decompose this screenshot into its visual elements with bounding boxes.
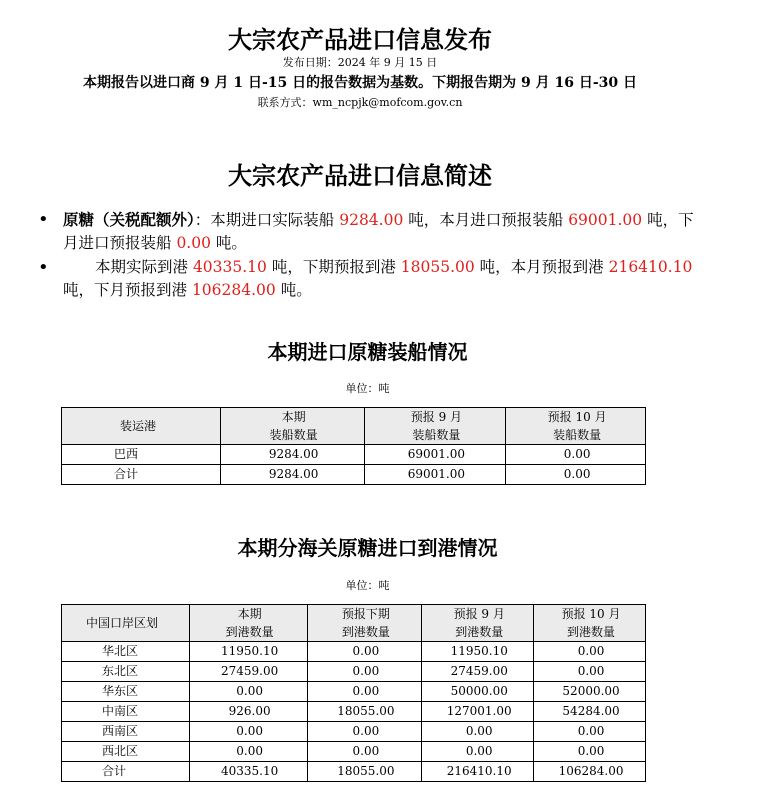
value-cell: 54284.00 xyxy=(534,702,646,722)
bullet-icon: • xyxy=(38,257,49,278)
row-label-cell: 华北区 xyxy=(62,642,190,662)
text-segment: 吨，本月预报到港 xyxy=(474,258,609,276)
arrival-table xyxy=(61,604,646,782)
table-header-row xyxy=(62,408,646,445)
value-cell: 50000.00 xyxy=(422,682,534,702)
value-cell: 0.00 xyxy=(534,722,646,742)
value-cell: 40335.10 xyxy=(189,762,307,782)
summary-item-shipment xyxy=(38,208,738,255)
value-cell: 11950.10 xyxy=(422,642,534,662)
table-row xyxy=(62,702,646,722)
row-label-cell: 东北区 xyxy=(62,662,190,682)
row-label-cell: 中南区 xyxy=(62,702,190,722)
value-next-month-forecast-arrival: 106284.00 xyxy=(191,281,276,299)
shipment-section-title: 本期进口原糖装船情况 xyxy=(267,340,468,364)
summary-list xyxy=(38,208,738,303)
column-header: 预报下期 到港数量 xyxy=(307,605,422,642)
value-cell: 69001.00 xyxy=(364,445,506,465)
page-title: 大宗农产品进口信息发布 xyxy=(228,25,492,54)
value-cell: 127001.00 xyxy=(422,702,534,722)
text-segment: 吨，下期预报到港 xyxy=(266,258,401,276)
value-cell: 0.00 xyxy=(534,742,646,762)
value-cell: 0.00 xyxy=(307,642,422,662)
row-label-cell: 合计 xyxy=(62,762,190,782)
column-header: 预报 10 月 到港数量 xyxy=(534,605,646,642)
shipment-unit-label: 单位：吨 xyxy=(345,382,390,395)
text-segment: 吨，下月进口预报装船 xyxy=(63,211,694,252)
text-segment: 吨，下月预报到港 xyxy=(63,281,192,299)
table-row xyxy=(62,722,646,742)
column-header: 本期 到港数量 xyxy=(189,605,307,642)
table-row xyxy=(62,762,646,782)
value-cell: 0.00 xyxy=(307,662,422,682)
contact-info: 联系方式：wm_ncpjk@mofcom.gov.cn xyxy=(257,96,463,109)
value-cell: 0.00 xyxy=(534,642,646,662)
value-cell: 27459.00 xyxy=(422,662,534,682)
text-segment: 本期进口实际装船 xyxy=(210,211,340,229)
row-label-cell: 西南区 xyxy=(62,722,190,742)
table-row xyxy=(62,682,646,702)
value-cell: 0.00 xyxy=(534,662,646,682)
text-segment: 吨。 xyxy=(275,281,312,299)
column-header: 预报 9 月 到港数量 xyxy=(422,605,534,642)
value-cell: 18055.00 xyxy=(307,762,422,782)
table-row xyxy=(62,662,646,682)
value-cell: 106284.00 xyxy=(534,762,646,782)
value-cell: 0.00 xyxy=(422,722,534,742)
value-cell: 0.00 xyxy=(307,682,422,702)
value-cell: 9284.00 xyxy=(220,445,364,465)
value-cell: 9284.00 xyxy=(220,465,364,485)
value-cell: 52000.00 xyxy=(534,682,646,702)
product-name: 原糖（关税配额外） xyxy=(63,210,195,229)
value-next-period-arrival: 18055.00 xyxy=(400,258,475,276)
value-cell: 18055.00 xyxy=(307,702,422,722)
column-header: 预报 9 月 装船数量 xyxy=(364,408,506,445)
separator: ： xyxy=(194,211,211,229)
value-cell: 0.00 xyxy=(506,465,646,485)
row-label-cell: 巴西 xyxy=(62,445,221,465)
value-cell: 0.00 xyxy=(506,445,646,465)
value-cell: 0.00 xyxy=(189,722,307,742)
value-cell: 926.00 xyxy=(189,702,307,722)
table-row xyxy=(62,465,646,485)
shipment-table xyxy=(61,407,646,485)
value-cell: 69001.00 xyxy=(364,465,506,485)
value-cell: 0.00 xyxy=(422,742,534,762)
summary-item-arrival xyxy=(38,256,738,302)
table-row xyxy=(62,742,646,762)
column-header: 预报 10 月 装船数量 xyxy=(506,408,646,445)
column-header: 本期 装船数量 xyxy=(220,408,364,445)
report-basis-note: 本期报告以进口商 9 月 1 日-15 日的报告数据为基数。下期报告期为 9 月 16 日-30 日 xyxy=(82,75,638,91)
column-header: 中国口岸区划 xyxy=(62,605,190,642)
table-row xyxy=(62,445,646,465)
value-cell: 27459.00 xyxy=(189,662,307,682)
row-label-cell: 华东区 xyxy=(62,682,190,702)
text-segment: 吨，本月进口预报装船 xyxy=(403,211,569,229)
value-month-forecast-shipment: 69001.00 xyxy=(568,211,643,229)
table-row xyxy=(62,642,646,662)
summary-title: 大宗农产品进口信息简述 xyxy=(228,161,492,190)
column-header: 装运港 xyxy=(62,408,221,445)
row-label-cell: 西北区 xyxy=(62,742,190,762)
value-month-forecast-arrival: 216410.10 xyxy=(608,258,693,276)
arrival-section-title: 本期分海关原糖进口到港情况 xyxy=(237,536,498,560)
value-next-month-forecast-shipment: 0.00 xyxy=(176,234,211,252)
value-cell: 0.00 xyxy=(189,682,307,702)
value-cell: 0.00 xyxy=(189,742,307,762)
value-cell: 0.00 xyxy=(307,722,422,742)
value-cell: 216410.10 xyxy=(422,762,534,782)
value-current-arrival: 40335.10 xyxy=(192,258,267,276)
value-current-shipment: 9284.00 xyxy=(339,211,404,229)
text-segment: 本期实际到港 xyxy=(95,258,193,276)
table-header-row xyxy=(62,605,646,642)
text-segment: 吨。 xyxy=(210,234,247,252)
publish-date: 发布日期：2024 年 9 月 15 日 xyxy=(282,56,438,69)
value-cell: 0.00 xyxy=(307,742,422,762)
bullet-icon: • xyxy=(38,209,49,230)
value-cell: 11950.10 xyxy=(189,642,307,662)
row-label-cell: 合计 xyxy=(62,465,221,485)
arrival-unit-label: 单位：吨 xyxy=(345,579,390,592)
